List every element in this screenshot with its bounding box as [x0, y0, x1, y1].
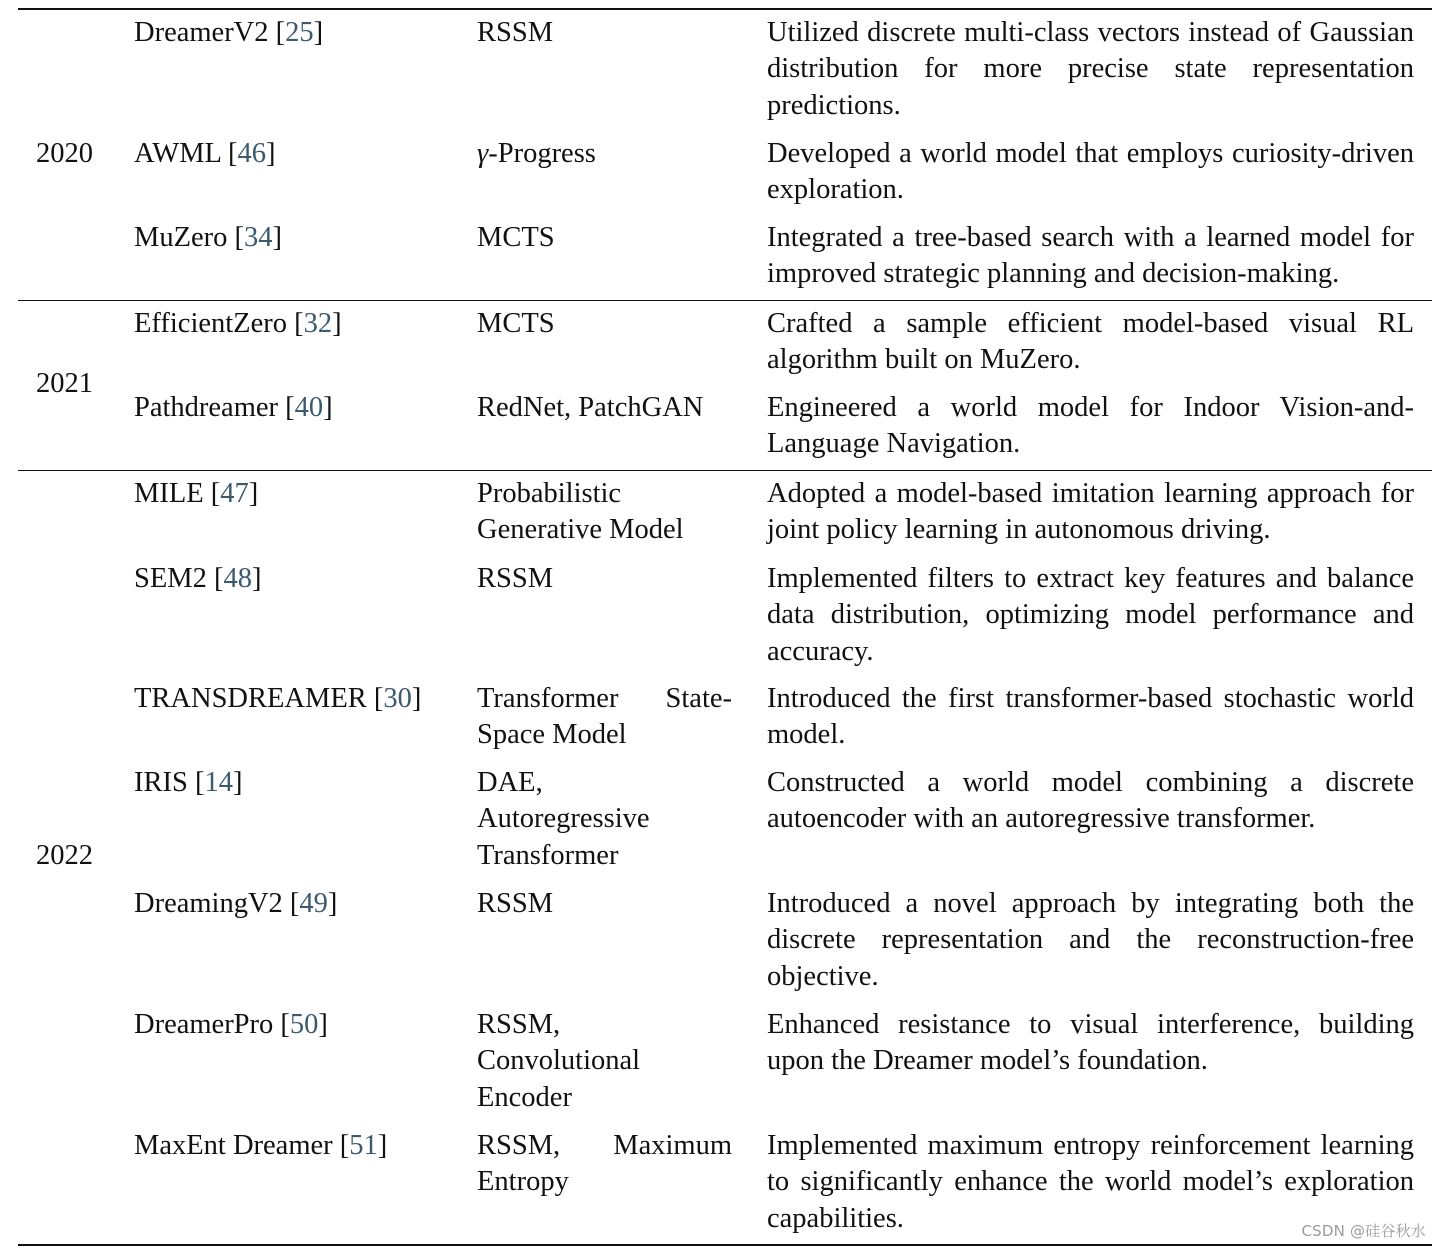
technique-cell: MCTS	[477, 222, 555, 253]
technique-cell: Transformer State-Space Model	[477, 683, 732, 751]
method-name: MILE	[134, 478, 204, 509]
description-cell: Utilized discrete multi-class vectors instead of Gaussian distribution for more precise state representation predictions.	[767, 17, 1414, 121]
citation-link[interactable]: 46	[237, 138, 267, 169]
technique-cell: RSSM	[477, 17, 554, 48]
technique-cell: MCTS	[477, 308, 555, 339]
technique-text: -Progress	[488, 138, 596, 169]
year-cell: 2020	[36, 138, 93, 169]
citation-link[interactable]: 14	[204, 767, 233, 798]
group-divider-2020-2021	[18, 300, 1432, 301]
citation-link[interactable]: 51	[349, 1130, 378, 1161]
csdn-watermark: CSDN @硅谷秋水	[1301, 1222, 1426, 1240]
method-name: Pathdreamer	[134, 392, 279, 423]
method-cell: MILE [47]	[134, 478, 259, 509]
method-cell: DreamerV2 [25]	[134, 17, 324, 48]
technique-cell: RSSM, Maximum Entropy	[477, 1130, 732, 1198]
description-cell: Introduced the first transformer-based stochastic world model.	[767, 683, 1414, 751]
method-cell: Pathdreamer [40]	[134, 392, 333, 423]
method-name: IRIS	[134, 767, 188, 798]
method-name: DreamingV2	[134, 888, 283, 919]
method-cell: IRIS [14]	[134, 767, 243, 798]
description-cell: Crafted a sample efficient model-based visual RL algorithm built on MuZero.	[767, 308, 1414, 376]
method-cell: TRANSDREAMER [30]	[134, 683, 422, 714]
method-cell: DreamerPro [50]	[134, 1009, 328, 1040]
description-cell: Constructed a world model combining a discrete autoencoder with an autoregressive transformer.	[767, 767, 1414, 835]
method-name: MaxEnt Dreamer	[134, 1130, 333, 1161]
year-cell: 2021	[36, 368, 93, 399]
technique-cell: RSSM	[477, 888, 554, 919]
method-cell: MaxEnt Dreamer [51]	[134, 1130, 388, 1161]
method-cell: EfficientZero [32]	[134, 308, 342, 339]
technique-cell: Probabilistic Generative Model	[477, 478, 684, 546]
citation-link[interactable]: 40	[294, 392, 324, 423]
method-name: MuZero	[134, 222, 228, 253]
method-cell: DreamingV2 [49]	[134, 888, 338, 919]
description-cell: Introduced a novel approach by integrating both the discrete representation and the reconstruction-free objective.	[767, 888, 1414, 992]
technique-cell: RedNet, PatchGAN	[477, 392, 704, 423]
description-cell: Developed a world model that employs curiosity-driven exploration.	[767, 138, 1414, 206]
table-bottom-rule	[18, 1244, 1432, 1246]
method-name: TRANSDREAMER	[134, 683, 367, 714]
description-cell: Integrated a tree-based search with a learned model for improved strategic planning and decision-making.	[767, 222, 1414, 290]
gamma-symbol: γ	[477, 138, 489, 169]
table-top-rule	[18, 8, 1432, 10]
method-name: SEM2	[134, 563, 207, 594]
citation-link[interactable]: 48	[223, 563, 252, 594]
year-cell: 2022	[36, 840, 93, 871]
citation-link[interactable]: 49	[299, 888, 328, 919]
group-divider-2021-2022	[18, 470, 1432, 471]
citation-link[interactable]: 47	[220, 478, 249, 509]
method-cell: SEM2 [48]	[134, 563, 262, 594]
citation-link[interactable]: 30	[383, 683, 412, 714]
citation-link[interactable]: 32	[303, 308, 333, 339]
description-cell: Implemented filters to extract key features and balance data distribution, optimizing model performance and accuracy.	[767, 563, 1414, 667]
method-cell: AWML [46]	[134, 138, 276, 169]
technique-cell: RSSM, Convolutional Encoder	[477, 1009, 641, 1113]
method-name: EfficientZero	[134, 308, 287, 339]
description-cell: Adopted a model-based imitation learning approach for joint policy learning in autonomous driving.	[767, 478, 1414, 546]
technique-cell	[477, 136, 732, 172]
method-cell: MuZero [34]	[134, 222, 283, 253]
method-name: AWML	[134, 138, 221, 169]
technique-cell: DAE, Autoregressive Transformer	[477, 767, 650, 871]
citation-link[interactable]: 34	[244, 222, 273, 253]
citation-link[interactable]: 25	[285, 17, 314, 48]
description-cell: Engineered a world model for Indoor Vision-and-Language Navigation.	[767, 392, 1414, 460]
citation-link[interactable]: 50	[289, 1009, 319, 1040]
method-name: DreamerV2	[134, 17, 269, 48]
description-cell: Implemented maximum entropy reinforcement learning to significantly enhance the world model’s exploration capabilities.	[767, 1130, 1414, 1234]
technique-cell: RSSM	[477, 563, 554, 594]
method-name: DreamerPro	[134, 1009, 274, 1040]
description-cell: Enhanced resistance to visual interference, building upon the Dreamer model’s foundation.	[767, 1009, 1414, 1077]
